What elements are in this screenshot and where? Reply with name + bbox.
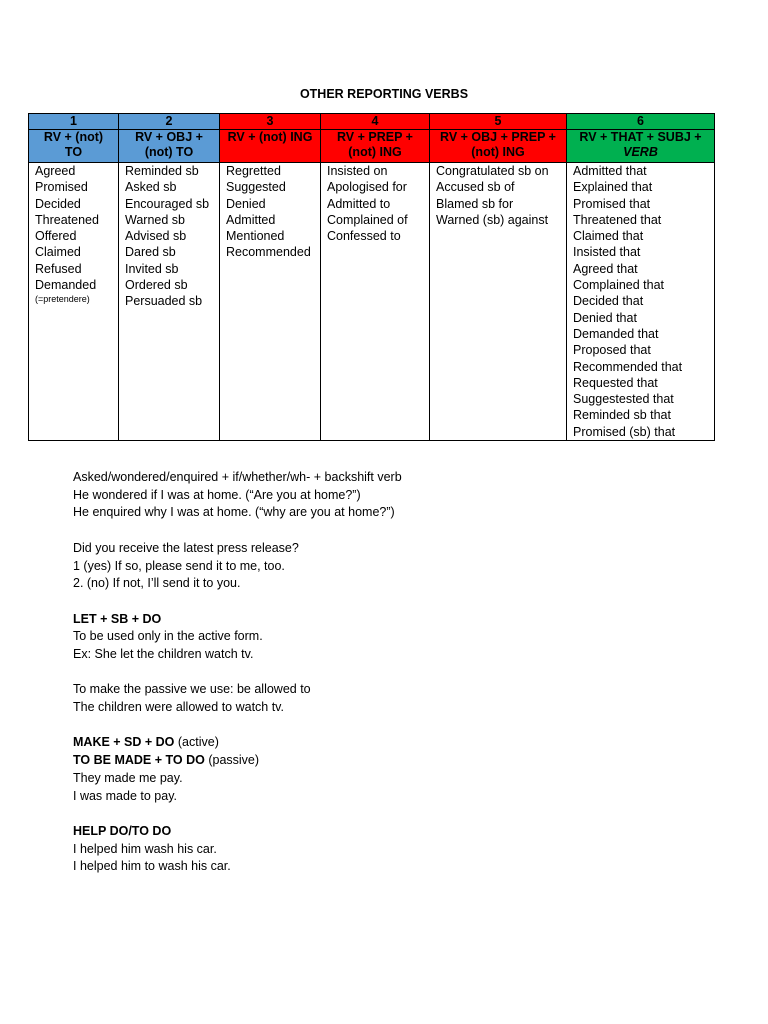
verb-item: Mentioned bbox=[226, 229, 285, 244]
section-heading: MAKE + SD + DO bbox=[73, 735, 175, 750]
text-line: To be used only in the active form. bbox=[73, 629, 263, 644]
verb-item: Admitted to bbox=[327, 196, 391, 211]
text-line: I helped him to wash his car. bbox=[73, 859, 231, 874]
section-heading: HELP DO/TO DO bbox=[73, 823, 172, 838]
verb-item: Warned sb bbox=[125, 212, 185, 227]
column-header: RV + OBJ + (not) TO bbox=[119, 130, 220, 163]
column-number: 4 bbox=[321, 114, 430, 130]
column-header-verb: VERB bbox=[623, 145, 658, 159]
verb-item: Congratulated sb on bbox=[436, 164, 549, 178]
column-header: RV + (not) TO bbox=[29, 130, 119, 163]
text-line: Did you receive the latest press release? bbox=[73, 540, 299, 555]
verb-item: Dared sb bbox=[125, 245, 176, 260]
verb-item: Advised sb bbox=[125, 229, 187, 244]
verb-list bbox=[119, 163, 220, 441]
verb-item: Complained that bbox=[573, 278, 665, 293]
text-line: He enquired why I was at home. (“why are you at home?”) bbox=[73, 505, 395, 520]
text-line: Asked/wondered/enquired + if/whether/wh- + backshift verb bbox=[73, 470, 402, 484]
section-heading-line bbox=[73, 734, 723, 752]
section-heading-line bbox=[73, 752, 723, 770]
verb-item: Explained that bbox=[573, 180, 653, 195]
verb-item: Ordered sb bbox=[125, 278, 188, 293]
verb-list bbox=[321, 163, 430, 441]
column-number-row bbox=[29, 114, 715, 130]
verb-list bbox=[29, 163, 119, 441]
verb-item: Suggested bbox=[226, 180, 286, 195]
column-header-row bbox=[29, 130, 715, 163]
verb-list bbox=[430, 163, 567, 441]
verb-note: (=pretendere) bbox=[35, 294, 90, 305]
verb-item: Claimed bbox=[35, 245, 81, 260]
column-header-text: RV + THAT + SUBJ + bbox=[579, 130, 702, 144]
verb-item: Insisted on bbox=[327, 164, 388, 178]
verb-item: Apologised for bbox=[327, 180, 407, 195]
verb-item: Demanded bbox=[35, 278, 97, 293]
reporting-verbs-table bbox=[28, 113, 715, 441]
verb-item: Decided bbox=[35, 196, 81, 211]
text-line: 2. (no) If not, I’ll send it to you. bbox=[73, 576, 241, 591]
verb-item: Denied bbox=[226, 196, 266, 211]
text-line: They made me pay. bbox=[73, 770, 183, 785]
verb-item: Demanded that bbox=[573, 326, 659, 341]
verb-item: Reminded sb that bbox=[573, 408, 671, 423]
verb-item: Promised bbox=[35, 180, 88, 195]
text-line: I helped him wash his car. bbox=[73, 841, 217, 856]
verb-item: Asked sb bbox=[125, 180, 177, 195]
verb-list bbox=[567, 163, 715, 441]
verb-item: Admitted that bbox=[573, 164, 647, 178]
page-title: OTHER REPORTING VERBS bbox=[299, 87, 469, 101]
column-number: 5 bbox=[430, 114, 567, 130]
verb-item: Admitted bbox=[226, 212, 276, 227]
column-number: 3 bbox=[220, 114, 321, 130]
column-number: 2 bbox=[119, 114, 220, 130]
column-number: 1 bbox=[29, 114, 119, 130]
text-line: 1 (yes) If so, please send it to me, too. bbox=[73, 558, 285, 573]
column-header bbox=[567, 130, 715, 163]
verb-item: Recommended bbox=[226, 245, 311, 260]
verb-item: Offered bbox=[35, 229, 77, 244]
column-number: 6 bbox=[567, 114, 715, 130]
verb-item: Refused bbox=[35, 261, 82, 276]
verb-item: Invited sb bbox=[125, 261, 179, 276]
verb-item: Reminded sb bbox=[125, 164, 199, 178]
verb-item: Insisted that bbox=[573, 245, 641, 260]
column-header: RV + OBJ + PREP + (not) ING bbox=[430, 130, 567, 163]
verb-item: Blamed sb for bbox=[436, 196, 514, 211]
heading-suffix: (active) bbox=[174, 735, 219, 750]
verb-item: Persuaded sb bbox=[125, 294, 203, 309]
verb-item: Encouraged sb bbox=[125, 196, 210, 211]
column-header: RV + (not) ING bbox=[220, 130, 321, 163]
verb-item: Suggestested that bbox=[573, 392, 674, 407]
section-heading: TO BE MADE + TO DO bbox=[73, 753, 205, 768]
text-line: The children were allowed to watch tv. bbox=[73, 700, 284, 715]
verb-item: Requested that bbox=[573, 375, 658, 390]
text-line: He wondered if I was at home. (“Are you at home?”) bbox=[73, 487, 361, 502]
verb-list-row bbox=[29, 163, 715, 441]
verb-item: Agreed that bbox=[573, 261, 638, 276]
verb-item: Recommended that bbox=[573, 359, 683, 374]
column-header: RV + PREP + (not) ING bbox=[321, 130, 430, 163]
notes-body bbox=[73, 469, 723, 876]
verb-item: Promised (sb) that bbox=[573, 424, 676, 439]
verb-item: Decided that bbox=[573, 294, 644, 309]
verb-item: Promised that bbox=[573, 196, 651, 211]
verb-item: Claimed that bbox=[573, 229, 644, 244]
verb-item: Denied that bbox=[573, 310, 637, 325]
verb-item: Accused sb of bbox=[436, 180, 515, 195]
text-line: I was made to pay. bbox=[73, 788, 177, 803]
verb-item: Confessed to bbox=[327, 229, 401, 244]
verb-item: Complained of bbox=[327, 212, 408, 227]
verb-item: Agreed bbox=[35, 164, 76, 178]
verb-item: Threatened that bbox=[573, 212, 662, 227]
verb-item: Warned (sb) against bbox=[436, 212, 549, 227]
verb-item: Regretted bbox=[226, 164, 281, 178]
section-heading: LET + SB + DO bbox=[73, 611, 162, 626]
text-line: To make the passive we use: be allowed to bbox=[73, 682, 311, 697]
verb-list bbox=[220, 163, 321, 441]
verb-item: Threatened bbox=[35, 212, 99, 227]
heading-suffix: (passive) bbox=[204, 753, 260, 768]
text-line: Ex: She let the children watch tv. bbox=[73, 647, 254, 661]
verb-item: Proposed that bbox=[573, 343, 651, 358]
